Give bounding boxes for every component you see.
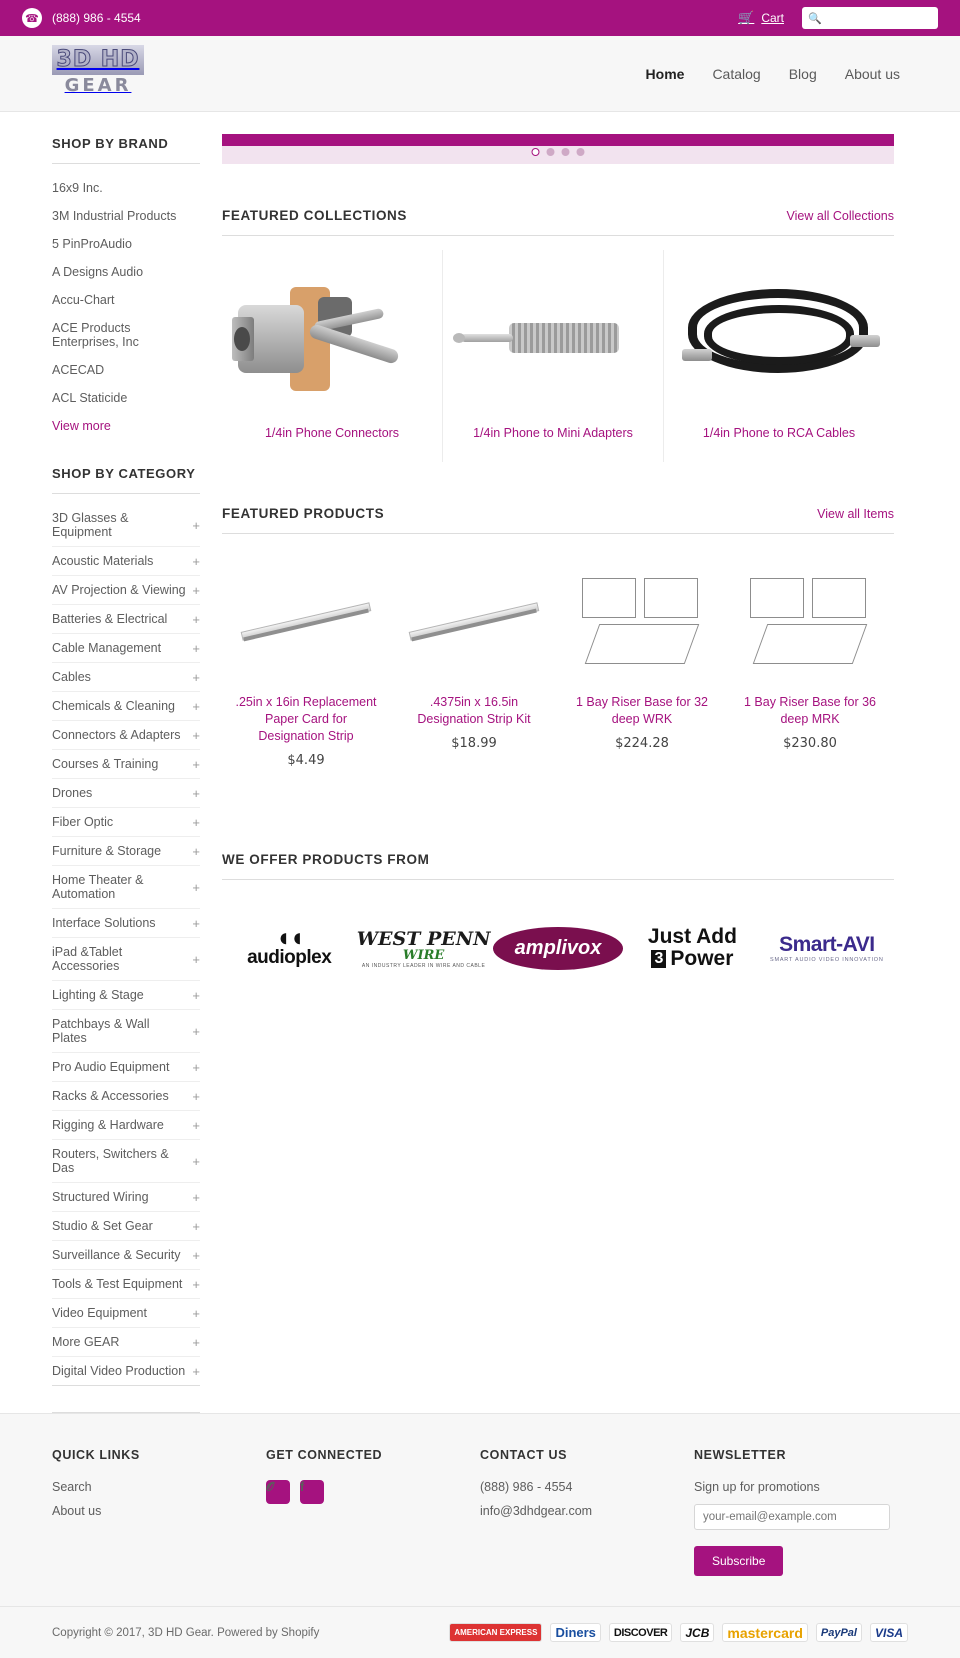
product-price-1: $18.99 bbox=[451, 736, 497, 751]
audioplex-waves-icon: ◖◖ bbox=[275, 922, 303, 952]
featured-collections-section bbox=[222, 208, 894, 462]
get-connected-title: GET CONNECTED bbox=[266, 1448, 383, 1462]
footer-quick-links bbox=[52, 1448, 266, 1576]
category-link-1[interactable]: Acoustic Materials bbox=[52, 554, 154, 568]
category-row-26[interactable] bbox=[52, 1328, 200, 1357]
category-link-25[interactable]: Video Equipment bbox=[52, 1306, 147, 1320]
slide-dot-3[interactable] bbox=[562, 148, 570, 156]
collection-card-1[interactable] bbox=[443, 250, 664, 462]
category-link-0[interactable]: 3D Glasses & Equipment bbox=[52, 511, 129, 539]
offer-title: WE OFFER PRODUCTS FROM bbox=[222, 852, 430, 867]
category-link-4[interactable]: Cable Management bbox=[52, 641, 162, 655]
expand-icon-10[interactable]: + bbox=[192, 814, 200, 830]
expand-icon-5[interactable]: + bbox=[192, 669, 200, 685]
newsletter-text: Sign up for promotions bbox=[694, 1480, 820, 1494]
category-row-21[interactable] bbox=[52, 1183, 200, 1212]
slide-dot-2[interactable] bbox=[547, 148, 555, 156]
product-title-2[interactable]: 1 Bay Riser Base for 32 deep WRK bbox=[575, 695, 708, 726]
main-content bbox=[222, 112, 960, 1413]
products-grid bbox=[222, 552, 894, 796]
expand-icon-11[interactable]: + bbox=[192, 843, 200, 859]
view-all-items-link[interactable]: View all Items bbox=[817, 507, 894, 521]
footer-email[interactable]: info@3dhdgear.com bbox=[480, 1504, 593, 1518]
category-row-13[interactable] bbox=[52, 909, 200, 938]
twitter-icon[interactable]: 𝒪 bbox=[266, 1480, 290, 1504]
product-price-2: $224.28 bbox=[615, 736, 669, 751]
footer-get-connected bbox=[266, 1448, 480, 1576]
featured-products-title: FEATURED PRODUCTS bbox=[222, 506, 385, 521]
expand-icon-4[interactable]: + bbox=[192, 640, 200, 656]
category-link-3[interactable]: Batteries & Electrical bbox=[52, 612, 168, 626]
phone-connector-image bbox=[232, 266, 432, 412]
quick-links-title: QUICK LINKS bbox=[52, 1448, 140, 1462]
product-card-0[interactable] bbox=[222, 552, 390, 796]
riser-base-wrk-image bbox=[570, 566, 714, 678]
slideshow-dots bbox=[532, 148, 585, 156]
category-link-15[interactable]: Lighting & Stage bbox=[52, 988, 144, 1002]
category-row-12[interactable] bbox=[52, 866, 200, 909]
mastercard-icon: mastercard bbox=[722, 1623, 808, 1642]
collections-grid bbox=[222, 250, 894, 462]
nav-item-about-us[interactable]: About us bbox=[844, 65, 900, 82]
category-link-10[interactable]: Fiber Optic bbox=[52, 815, 114, 829]
expand-icon-7[interactable]: + bbox=[192, 727, 200, 743]
newsletter-email-input[interactable] bbox=[694, 1504, 890, 1530]
expand-icon-19[interactable]: + bbox=[192, 1117, 200, 1133]
category-row-23[interactable] bbox=[52, 1241, 200, 1270]
slide-dot-4[interactable] bbox=[577, 148, 585, 156]
product-card-3[interactable] bbox=[726, 552, 894, 796]
copyright-bar bbox=[0, 1606, 960, 1658]
smart-avi-tagline: SMART AUDIO VIDEO INNOVATION bbox=[769, 957, 884, 963]
category-row-1[interactable] bbox=[52, 547, 200, 576]
category-row-27[interactable] bbox=[52, 1357, 200, 1386]
expand-icon-17[interactable]: + bbox=[192, 1059, 200, 1075]
vendor-logo-just-add-power[interactable] bbox=[625, 920, 759, 976]
category-row-6[interactable] bbox=[52, 692, 200, 721]
view-all-collections-link[interactable]: View all Collections bbox=[786, 209, 894, 223]
collection-caption-0[interactable]: 1/4in Phone Connectors bbox=[264, 426, 400, 440]
category-link-7[interactable]: Connectors & Adapters bbox=[52, 728, 181, 742]
expand-icon-27[interactable]: + bbox=[192, 1363, 200, 1379]
offer-header bbox=[222, 852, 894, 880]
contact-us-title: CONTACT US bbox=[480, 1448, 568, 1462]
category-link-18[interactable]: Racks & Accessories bbox=[52, 1089, 169, 1103]
brand-list bbox=[52, 174, 200, 440]
expand-icon-18[interactable]: + bbox=[192, 1088, 200, 1104]
category-link-20[interactable]: Routers, Switchers & Das bbox=[52, 1147, 169, 1175]
category-link-23[interactable]: Surveillance & Security bbox=[52, 1248, 181, 1262]
footer-contact-us bbox=[480, 1448, 694, 1576]
just-add-power-mark-icon: 3 bbox=[651, 950, 666, 968]
expand-icon-23[interactable]: + bbox=[192, 1247, 200, 1263]
brand-item-5[interactable]: ACE Products Enterprises, Inc bbox=[52, 321, 139, 349]
collection-caption-2[interactable]: 1/4in Phone to RCA Cables bbox=[702, 426, 856, 440]
category-row-0[interactable] bbox=[52, 504, 200, 547]
brand-item-1[interactable]: 3M Industrial Products bbox=[52, 209, 177, 223]
visa-icon: VISA bbox=[870, 1623, 908, 1642]
vendor-logo-amplivox[interactable] bbox=[491, 920, 625, 976]
category-link-22[interactable]: Studio & Set Gear bbox=[52, 1219, 153, 1233]
expand-icon-15[interactable]: + bbox=[192, 987, 200, 1003]
expand-icon-25[interactable]: + bbox=[192, 1305, 200, 1321]
just-add-power-line2: Power bbox=[670, 946, 734, 970]
category-link-21[interactable]: Structured Wiring bbox=[52, 1190, 149, 1204]
category-link-26[interactable]: More GEAR bbox=[52, 1335, 120, 1349]
jcb-icon: JCB bbox=[680, 1623, 714, 1642]
expand-icon-8[interactable]: + bbox=[192, 756, 200, 772]
phone-mini-adapter-image bbox=[453, 266, 653, 412]
category-link-8[interactable]: Courses & Training bbox=[52, 757, 159, 771]
cart-icon: 🛒 bbox=[738, 10, 755, 25]
category-row-18[interactable] bbox=[52, 1082, 200, 1111]
product-card-1[interactable] bbox=[390, 552, 558, 796]
category-link-24[interactable]: Tools & Test Equipment bbox=[52, 1277, 183, 1291]
product-title-1[interactable]: .4375in x 16.5in Designation Strip Kit bbox=[417, 695, 531, 726]
brand-view-more[interactable]: View more bbox=[52, 419, 111, 433]
category-row-10[interactable] bbox=[52, 808, 200, 837]
sidebar bbox=[0, 112, 222, 1413]
shop-by-category-title: SHOP BY CATEGORY bbox=[52, 466, 200, 494]
expand-icon-20[interactable]: + bbox=[192, 1153, 200, 1169]
hero-slideshow[interactable] bbox=[222, 134, 894, 164]
brand-item-6[interactable]: ACECAD bbox=[52, 363, 105, 377]
phone-icon: ☎ bbox=[22, 8, 42, 28]
smart-avi-name: Smart-AVI bbox=[779, 933, 875, 956]
slide-dot-1[interactable] bbox=[532, 148, 540, 156]
cart-label: Cart bbox=[761, 11, 784, 25]
collection-card-0[interactable] bbox=[222, 250, 443, 462]
brand-item-0[interactable]: 16x9 Inc. bbox=[52, 181, 103, 195]
paypal-icon: PayPal bbox=[816, 1623, 862, 1642]
category-row-16[interactable] bbox=[52, 1010, 200, 1053]
brand-item-3[interactable]: A Designs Audio bbox=[52, 265, 144, 279]
category-row-17[interactable] bbox=[52, 1053, 200, 1082]
category-row-9[interactable] bbox=[52, 779, 200, 808]
site-footer bbox=[0, 1413, 960, 1606]
category-link-16[interactable]: Patchbays & Wall Plates bbox=[52, 1017, 150, 1045]
category-link-6[interactable]: Chemicals & Cleaning bbox=[52, 699, 175, 713]
brand-item-2[interactable]: 5 PinProAudio bbox=[52, 237, 132, 251]
amex-icon: AMERICAN EXPRESS bbox=[449, 1623, 542, 1642]
phone-block bbox=[22, 8, 141, 28]
cart-button[interactable] bbox=[738, 10, 784, 26]
product-price-0: $4.49 bbox=[287, 753, 325, 768]
top-bar bbox=[0, 0, 960, 36]
category-link-17[interactable]: Pro Audio Equipment bbox=[52, 1060, 170, 1074]
footer-link-search[interactable]: Search bbox=[52, 1480, 92, 1494]
diners-icon: Diners bbox=[550, 1623, 600, 1642]
offer-section bbox=[222, 852, 894, 996]
nav-item-home[interactable]: Home bbox=[645, 65, 685, 82]
expand-icon-3[interactable]: + bbox=[192, 611, 200, 627]
collection-caption-1[interactable]: 1/4in Phone to Mini Adapters bbox=[473, 426, 633, 440]
nav-item-blog[interactable]: Blog bbox=[788, 65, 817, 82]
expand-icon-2[interactable]: + bbox=[192, 582, 200, 598]
expand-icon-6[interactable]: + bbox=[192, 698, 200, 714]
category-link-2[interactable]: AV Projection & Viewing bbox=[52, 583, 186, 597]
main-nav bbox=[646, 66, 900, 82]
expand-icon-14[interactable]: + bbox=[192, 951, 200, 967]
expand-icon-21[interactable]: + bbox=[192, 1189, 200, 1205]
category-link-27[interactable]: Digital Video Production bbox=[52, 1364, 186, 1378]
subscribe-button[interactable]: Subscribe bbox=[694, 1546, 783, 1576]
nav-item-catalog[interactable]: Catalog bbox=[712, 65, 761, 82]
logo-line-2: GEAR bbox=[64, 74, 132, 96]
brand-item-4[interactable]: Accu-Chart bbox=[52, 293, 115, 307]
footer-link-about-us[interactable]: About us bbox=[52, 1504, 102, 1518]
product-title-3[interactable]: 1 Bay Riser Base for 36 deep MRK bbox=[743, 695, 876, 726]
vendor-logo-audioplex[interactable] bbox=[222, 920, 356, 976]
product-price-3: $230.80 bbox=[783, 736, 837, 751]
category-link-12[interactable]: Home Theater & Automation bbox=[52, 873, 144, 901]
expand-icon-24[interactable]: + bbox=[192, 1276, 200, 1292]
social-links bbox=[266, 1480, 480, 1514]
category-link-5[interactable]: Cables bbox=[52, 670, 91, 684]
designation-strip-image bbox=[234, 566, 378, 678]
category-link-14[interactable]: iPad &Tablet Accessories bbox=[52, 945, 123, 973]
category-row-14[interactable] bbox=[52, 938, 200, 981]
category-row-25[interactable] bbox=[52, 1299, 200, 1328]
expand-icon-22[interactable]: + bbox=[192, 1218, 200, 1234]
featured-products-header bbox=[222, 506, 894, 534]
vendor-logo-row bbox=[222, 920, 894, 996]
vendor-logo-smart-avi[interactable] bbox=[760, 920, 894, 976]
west-penn-tagline: AN INDUSTRY LEADER IN WIRE AND CABLE bbox=[361, 962, 486, 969]
shop-by-brand-title: SHOP BY BRAND bbox=[52, 136, 200, 164]
category-link-19[interactable]: Rigging & Hardware bbox=[52, 1118, 164, 1132]
west-penn-name: WEST PENN bbox=[356, 927, 491, 950]
expand-icon-9[interactable]: + bbox=[192, 785, 200, 801]
expand-icon-1[interactable]: + bbox=[192, 553, 200, 569]
brand-item-7[interactable]: ACL Staticide bbox=[52, 391, 128, 405]
expand-icon-26[interactable]: + bbox=[192, 1334, 200, 1350]
category-link-11[interactable]: Furniture & Storage bbox=[52, 844, 162, 858]
search-icon: 🔍 bbox=[808, 12, 822, 25]
category-link-13[interactable]: Interface Solutions bbox=[52, 916, 156, 930]
phone-rca-cable-image bbox=[674, 266, 884, 412]
riser-base-mrk-image bbox=[738, 566, 882, 678]
west-penn-sub: WIRE bbox=[402, 947, 445, 963]
collection-card-2[interactable] bbox=[664, 250, 894, 462]
category-list bbox=[52, 504, 200, 1386]
category-row-3[interactable] bbox=[52, 605, 200, 634]
category-row-7[interactable] bbox=[52, 721, 200, 750]
newsletter-title: NEWSLETTER bbox=[694, 1448, 787, 1462]
expand-icon-12[interactable]: + bbox=[192, 879, 200, 895]
category-row-20[interactable] bbox=[52, 1140, 200, 1183]
phone-number: (888) 986 - 4554 bbox=[52, 11, 141, 25]
site-logo[interactable] bbox=[52, 45, 144, 103]
product-title-0[interactable]: .25in x 16in Replacement Paper Card for Designation Strip bbox=[235, 695, 377, 743]
category-row-24[interactable] bbox=[52, 1270, 200, 1299]
facebook-icon[interactable]: f bbox=[300, 1480, 324, 1504]
search-input[interactable] bbox=[827, 12, 932, 24]
featured-collections-header bbox=[222, 208, 894, 236]
expand-icon-0[interactable]: + bbox=[192, 517, 200, 533]
audioplex-name: audioplex bbox=[247, 947, 332, 968]
footer-phone: (888) 986 - 4554 bbox=[480, 1480, 573, 1494]
copyright-text: Copyright © 2017, 3D HD Gear. Powered by Shopify bbox=[52, 1626, 320, 1639]
just-add-power-line1: Just Add bbox=[647, 924, 737, 948]
category-row-4[interactable] bbox=[52, 634, 200, 663]
featured-products-section bbox=[222, 506, 894, 796]
payment-icons bbox=[449, 1623, 908, 1642]
page-body bbox=[0, 112, 960, 1413]
vendor-logo-west-penn-wire[interactable] bbox=[356, 920, 490, 976]
logo-line-1: 3D HD bbox=[52, 45, 144, 75]
category-row-11[interactable] bbox=[52, 837, 200, 866]
amplivox-name: amplivox bbox=[493, 927, 624, 970]
featured-collections-title: FEATURED COLLECTIONS bbox=[222, 208, 407, 223]
site-header bbox=[0, 36, 960, 112]
category-row-2[interactable] bbox=[52, 576, 200, 605]
discover-icon: DISCOVER bbox=[609, 1623, 672, 1642]
category-row-22[interactable] bbox=[52, 1212, 200, 1241]
category-row-5[interactable] bbox=[52, 663, 200, 692]
product-card-2[interactable] bbox=[558, 552, 726, 796]
expand-icon-16[interactable]: + bbox=[192, 1023, 200, 1039]
footer-newsletter bbox=[694, 1448, 908, 1576]
expand-icon-13[interactable]: + bbox=[192, 915, 200, 931]
search-box[interactable] bbox=[802, 7, 938, 29]
sidebar-divider bbox=[52, 1412, 200, 1413]
category-link-9[interactable]: Drones bbox=[52, 786, 93, 800]
category-row-15[interactable] bbox=[52, 981, 200, 1010]
designation-strip-kit-image bbox=[402, 566, 546, 678]
category-row-19[interactable] bbox=[52, 1111, 200, 1140]
category-row-8[interactable] bbox=[52, 750, 200, 779]
